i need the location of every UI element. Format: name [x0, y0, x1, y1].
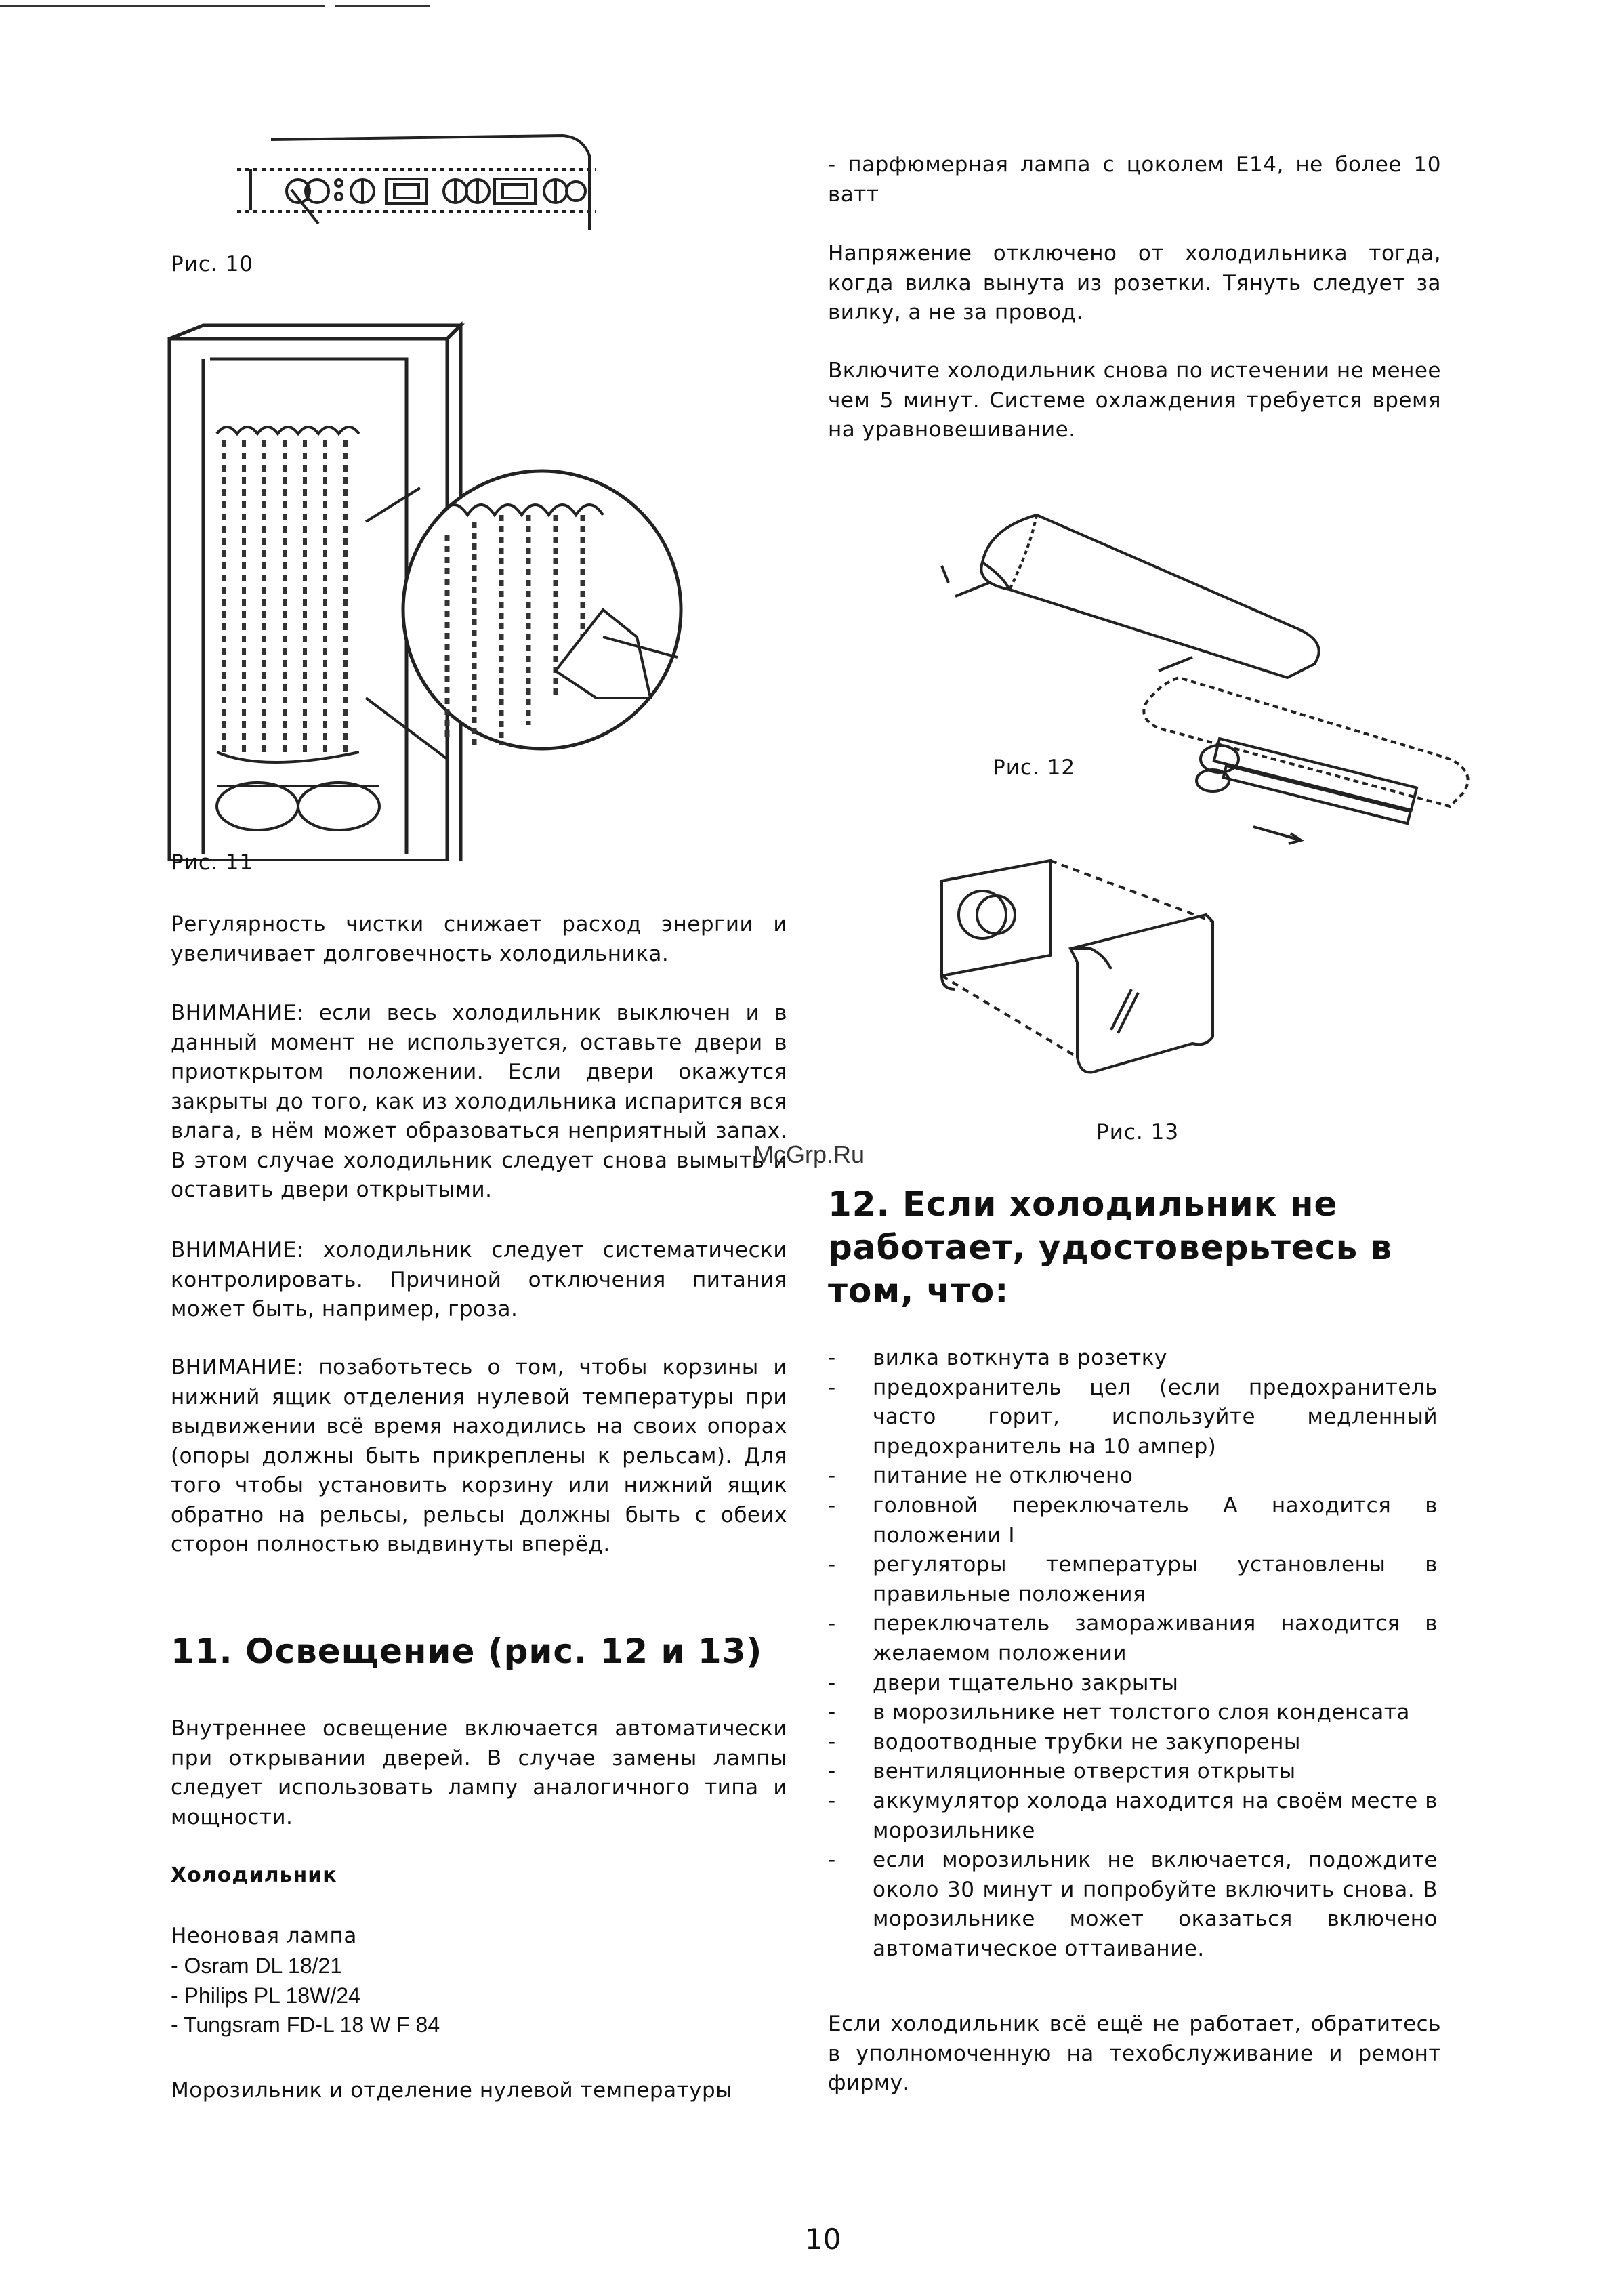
- lamp-item: - Osram DL 18/21: [171, 1954, 343, 1978]
- warning-doors-paragraph: ВНИМАНИЕ: если весь холодильник выключен и в данный момент не используется, оставьте двери в приоткрытом положении. Если двери окажутся закрыты до того, как из холодильника испарится вся влага, в нём может образоваться неприятный запах. В этом случае холодильник следует снова вымыть и оставить двери открытыми.: [171, 1001, 787, 1202]
- checklist-item: - водоотводные трубки не закупорены: [828, 1728, 1438, 1758]
- warning-baskets-paragraph: ВНИМАНИЕ: позаботьтесь о том, чтобы корзины и нижний ящик отделения нулевой температуры при выдвижении всё время находились на своих опорах (опоры должны быть прикреплены к рельсам). Для того чтобы установить корзину или нижний ящик обратно на рельсы, рельсы должны быть с обеих сторон полностью выдвинуты вперёд.: [171, 1355, 787, 1556]
- cleaning-paragraph: Регулярность чистки снижает расход энергии и увеличивает долговечность холодильника.: [171, 912, 787, 966]
- checklist-item: - переключатель замораживания находится в желаемом положении: [828, 1609, 1438, 1668]
- checklist-item: - вилка воткнута в розетку: [828, 1344, 1438, 1373]
- fig10-control-panel-illustration: [224, 129, 603, 237]
- section-11-heading: 11. Освещение (рис. 12 и 13): [171, 1632, 763, 1671]
- section-12-heading: 12. Если холодильник не работает, удостоверьтесь в том, что:: [828, 1184, 1393, 1310]
- checklist-item: - если морозильник не включается, подождите около 30 минут и попробуйте включить снова. В морозильнике может оказаться включено автоматическое оттаивание.: [828, 1846, 1438, 1964]
- voltage-paragraph: Напряжение отключено от холодильника тогда, когда вилка вынута из розетки. Тянуть следует за вилку, а не за провод.: [828, 241, 1441, 325]
- fig11-caption: Рис. 11: [171, 850, 254, 875]
- service-paragraph: Если холодильник всё ещё не работает, обратитесь в уполномоченную на техобслуживание и ремонт фирму.: [828, 2012, 1441, 2095]
- lamp-item: - Tungsram FD-L 18 W F 84: [171, 2012, 440, 2037]
- top-rule-left: [0, 5, 325, 7]
- freezer-lamp-paragraph: Морозильник и отделение нулевой температуры: [171, 2078, 733, 2103]
- checklist-item: - вентиляционные отверстия открыты: [828, 1757, 1438, 1787]
- neon-lamp-label: Неоновая лампа: [171, 1924, 357, 1948]
- checklist-item: - в морозильнике нет толстого слоя конденсата: [828, 1698, 1438, 1728]
- fig11-refrigerator-interior-illustration: [163, 318, 691, 861]
- lamp-list: [171, 1951, 440, 2040]
- checklist-item: - питание не отключено: [828, 1462, 1438, 1491]
- fig10-caption: Рис. 10: [171, 252, 254, 276]
- warning-monitor-paragraph: ВНИМАНИЕ: холодильник следует систематически контролировать. Причиной отключения питания может быть, например, гроза.: [171, 1238, 787, 1321]
- checklist-item: - двери тщательно закрыты: [828, 1669, 1438, 1699]
- restart-paragraph: Включите холодильник снова по истечении не менее чем 5 минут. Системе охлаждения требуется время на уравновешивание.: [828, 358, 1441, 442]
- checklist-item: - регуляторы температуры установлены в правильные положения: [828, 1550, 1438, 1609]
- checklist-item: - головной переключатель A находится в положении I: [828, 1491, 1438, 1550]
- page-number: 10: [805, 2223, 841, 2256]
- lamp-item: - Philips PL 18W/24: [171, 1983, 360, 2008]
- checklist-item: - аккумулятор холода находится на своём месте в морозильнике: [828, 1787, 1438, 1846]
- fig12-lamp-cover-illustration: [935, 501, 1504, 881]
- lighting-paragraph: Внутреннее освещение включается автоматически при открывании дверей. В случае замены лампы следует использовать лампу аналогичного типа и мощности.: [171, 1716, 787, 1830]
- fig13-caption: Рис. 13: [1096, 1120, 1180, 1144]
- perfume-lamp-paragraph: - парфюмерная лампа с цоколем E14, не более 10 ватт: [828, 152, 1441, 207]
- fig13-lamp-box-illustration: [935, 854, 1247, 1098]
- watermark: McGrp.Ru: [753, 1140, 865, 1168]
- fig12-caption: Рис. 12: [993, 756, 1076, 780]
- troubleshooting-checklist: [828, 1344, 1438, 1964]
- checklist-item: - предохранитель цел (если предохранитель часто горит, используйте медленный предохранитель на 10 ампер): [828, 1373, 1438, 1462]
- refrigerator-subheading: Холодильник: [171, 1863, 337, 1887]
- top-rule-right: [335, 5, 430, 7]
